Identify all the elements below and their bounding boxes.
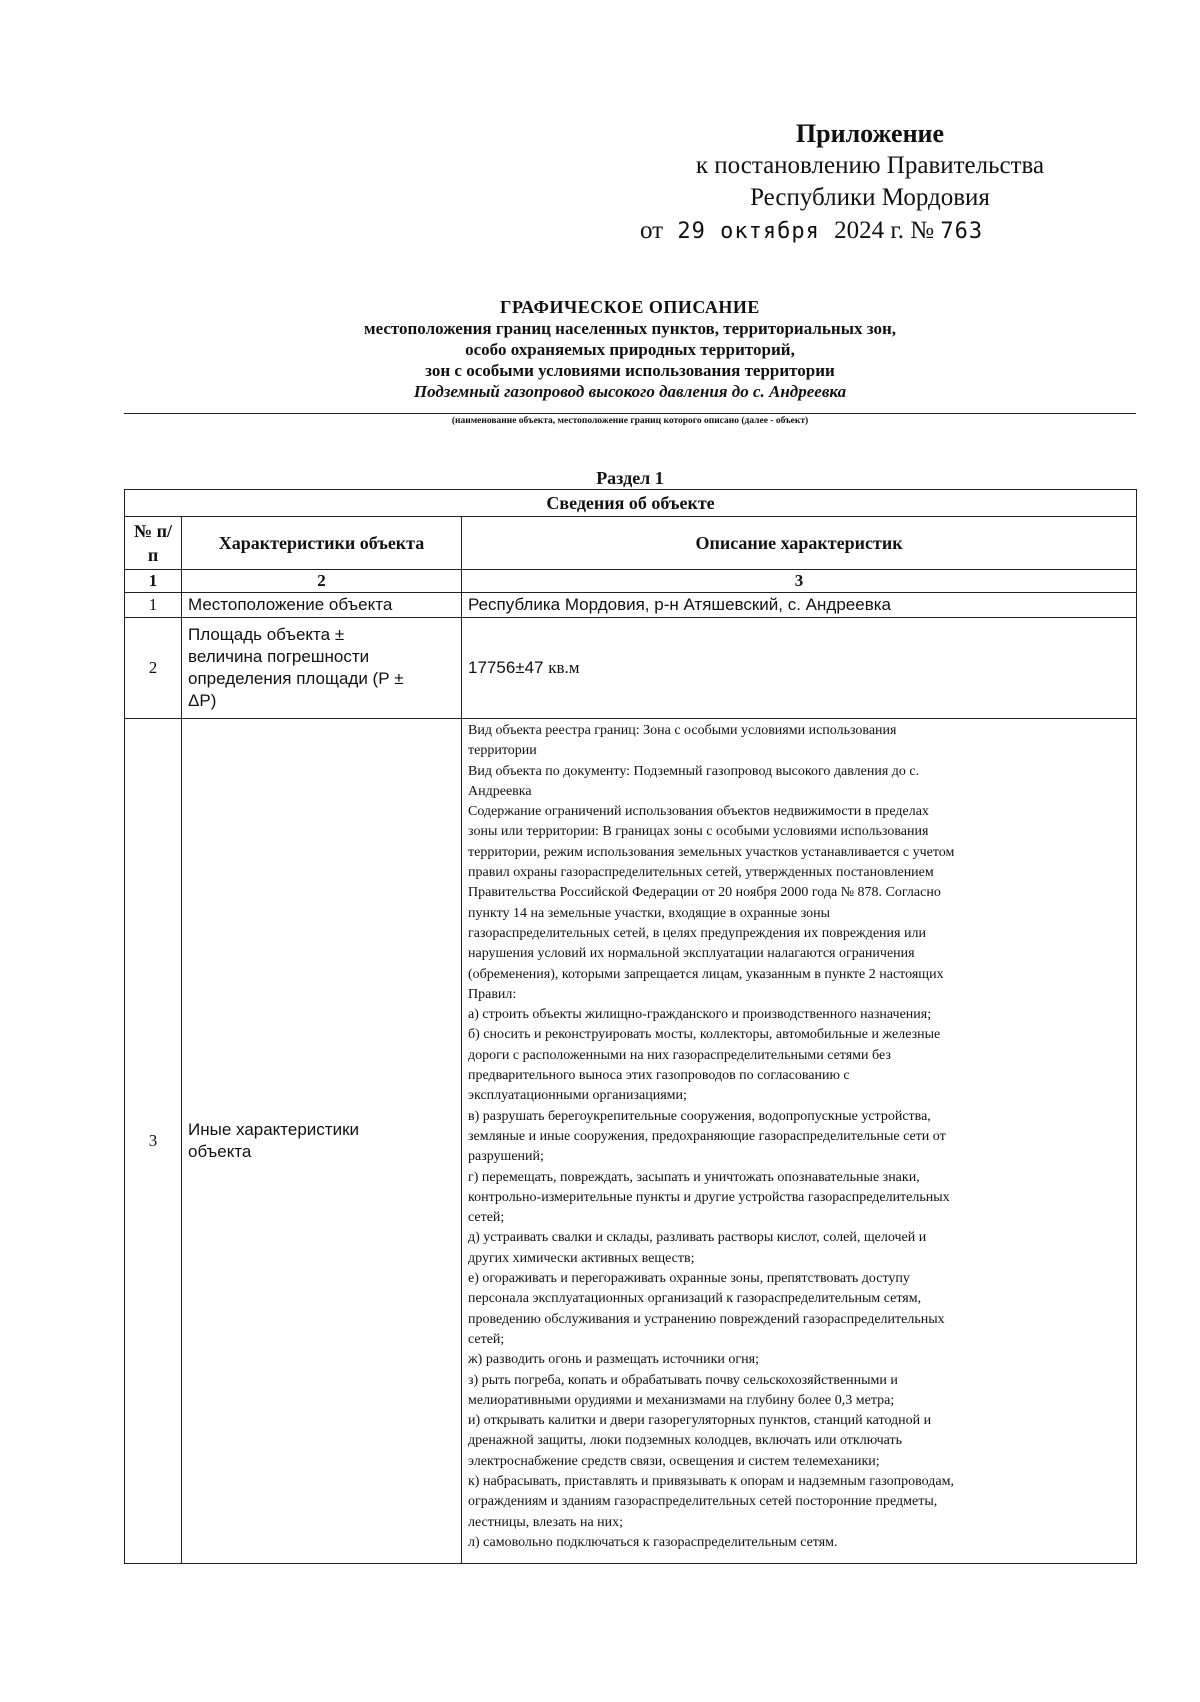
- table-caption-row: [125, 490, 1137, 517]
- description-line: дороги с расположенными на них газораспределительными сетями без: [468, 1047, 891, 1063]
- description-line: эксплуатационными организациями;: [468, 1088, 687, 1104]
- description-line: зоны или территории: В границах зоны с особыми условиями использования: [468, 824, 929, 840]
- row-3-characteristic-line: Иные характеристики: [188, 1120, 360, 1139]
- description-line: сетей;: [468, 1331, 505, 1347]
- row-3-num: 3: [125, 719, 182, 1564]
- date-prefix: от: [640, 217, 664, 244]
- description-line: сетей;: [468, 1210, 505, 1226]
- description-line: л) самовольно подключаться к газораспределительным сетям.: [468, 1534, 838, 1550]
- document-subtitle-line-2: особо охраняемых природных территорий,: [465, 340, 795, 359]
- description-line: правил охраны газораспределительных сетей, утвержденных постановлением: [468, 865, 934, 881]
- row-3-description: [462, 719, 1137, 1564]
- row-1-num: 1: [125, 593, 182, 618]
- description-line: ограждениям и зданиям газораспределительных сетей посторонние предметы,: [468, 1494, 938, 1510]
- document-title-block: [100, 296, 1160, 402]
- description-line: персонала эксплуатационных организаций к газораспределительным сетям,: [468, 1291, 922, 1307]
- description-line: з) рыть погреба, копать и обрабатывать почву сельскохозяйственными и: [468, 1372, 898, 1388]
- column-number-2: 2: [182, 570, 462, 593]
- document-title: ГРАФИЧЕСКОЕ ОПИСАНИЕ: [500, 297, 760, 317]
- column-number-1: 1: [125, 570, 182, 593]
- document-subtitle-line-3: зон с особыми условиями использования территории: [425, 361, 835, 380]
- description-line: Содержание ограничений использования объектов недвижимости в пределах: [468, 804, 929, 820]
- description-line: нарушения условий их нормальной эксплуатации налагаются ограничения: [468, 946, 915, 962]
- appendix-header: [640, 118, 1100, 249]
- description-line: а) строить объекты жилищно-гражданского и производственного назначения;: [468, 1007, 932, 1023]
- header-description: Описание характеристик: [462, 517, 1137, 570]
- description-line: и) открывать калитки и двери газорегуляторных пунктов, станций катодной и: [468, 1413, 932, 1429]
- description-line: мелиоративными орудиями и механизмами на глубину более 0,3 метра;: [468, 1392, 895, 1408]
- object-name-caption: (наименование объекта, местоположение границ которого описано (далее - объект): [451, 416, 809, 426]
- header-num-label: № п/п: [134, 521, 172, 565]
- description-line: газораспределительных сетей, в целях предупреждения их повреждения или: [468, 925, 926, 941]
- description-line: дренажной защиты, люки подземных колодцев, включать или отключать: [468, 1433, 903, 1449]
- description-line: б) сносить и реконструировать мосты, коллекторы, автомобильные и железные: [468, 1027, 941, 1043]
- row-1-description: Республика Мордовия, р-н Атяшевский, с. Андреевка: [462, 593, 1137, 618]
- row-3-characteristic-line: объекта: [188, 1142, 252, 1161]
- description-line: проведению обслуживания и устранению повреждений газораспределительных: [468, 1311, 945, 1327]
- table-header-row: [125, 517, 1137, 570]
- description-line: (обременения), которыми запрещается лицам, указанным в пункте 2 настоящих: [468, 966, 944, 982]
- row-2-characteristic: [182, 618, 462, 719]
- header-num: [125, 517, 182, 570]
- description-line: Вид объекта по документу: Подземный газопровод высокого давления до с.: [468, 763, 920, 779]
- column-number-3: 3: [462, 570, 1137, 593]
- object-name: Подземный газопровод высокого давления до с. Андреевка: [413, 382, 847, 401]
- row-3-characteristic: [182, 719, 462, 1564]
- description-line: разрушений;: [468, 1149, 544, 1165]
- column-number-row: [125, 570, 1137, 593]
- description-line: Правительства Российской Федерации от 20 ноября 2000 года № 878. Согласно: [468, 885, 941, 901]
- description-line: к) набрасывать, приставлять и привязывать к опорам и надземным газопроводам,: [468, 1473, 954, 1489]
- description-line: пункту 14 на земельные участки, входящие в охранные зоны: [468, 905, 831, 921]
- appendix-line-2: Республики Мордовия: [750, 184, 990, 211]
- header-characteristic: Характеристики объекта: [182, 517, 462, 570]
- description-line: Андреевка: [468, 783, 532, 799]
- row-2-characteristic-line: величина погрешности: [188, 647, 370, 666]
- description-line: предварительного выноса этих газопроводов по согласованию с: [468, 1068, 850, 1084]
- area-value: 17756±47: [468, 658, 544, 677]
- description-line: ж) разводить огонь и размещать источники огня;: [468, 1352, 759, 1368]
- table-row: [125, 719, 1137, 1564]
- description-line: территории, режим использования земельных участков устанавливается с учетом: [468, 844, 955, 860]
- date-value: 29 октября: [677, 219, 820, 244]
- year-label: 2024 г. №: [834, 217, 935, 244]
- description-line: в) разрушать берегоукрепительные сооружения, водопропускные устройства,: [468, 1108, 931, 1124]
- row-2-characteristic-line: определения площади (Р ±: [188, 669, 404, 688]
- description-line: других химически активных веществ;: [468, 1250, 695, 1266]
- appendix-date: [640, 214, 1100, 249]
- document-subtitle-line-1: местоположения границ населенных пунктов, территориальных зон,: [364, 319, 896, 338]
- table-row: [125, 593, 1137, 618]
- table-caption: Сведения об объекте: [125, 490, 1137, 517]
- description-line: Вид объекта реестра границ: Зона с особыми условиями использования: [468, 723, 897, 738]
- row-2-description: [462, 618, 1137, 719]
- row-1-characteristic: Местоположение объекта: [182, 593, 462, 618]
- description-line: г) перемещать, повреждать, засыпать и уничтожать опознавательные знаки,: [468, 1169, 920, 1185]
- resolution-number: 763: [940, 219, 984, 244]
- description-line: лестницы, влезать на них;: [468, 1514, 624, 1530]
- object-name-underline: [124, 413, 1136, 414]
- description-line: контрольно-измерительные пункты и другие устройства газораспределительных: [468, 1189, 950, 1205]
- description-line: электроснабжение средств связи, освещения и систем телемеханики;: [468, 1453, 880, 1469]
- description-line: е) огораживать и перегораживать охранные зоны, препятствовать доступу: [468, 1271, 910, 1287]
- area-unit: кв.м: [548, 658, 580, 677]
- description-line: д) устраивать свалки и склады, разливать растворы кислот, солей, щелочей и: [468, 1230, 927, 1246]
- row-2-characteristic-line: Площадь объекта ±: [188, 625, 345, 644]
- description-line: Правил:: [468, 986, 517, 1002]
- description-line: земляные и иные сооружения, предохраняющие газораспределительные сети от: [468, 1128, 946, 1144]
- row-2-characteristic-line: ΔР): [188, 691, 217, 710]
- appendix-title: Приложение: [795, 119, 945, 148]
- section-title: Раздел 1: [596, 468, 664, 488]
- description-line: территории: [468, 743, 537, 759]
- table-row: [125, 618, 1137, 719]
- appendix-line-1: к постановлению Правительства: [695, 152, 1045, 179]
- row-2-num: 2: [125, 618, 182, 719]
- object-info-table: [124, 489, 1137, 1564]
